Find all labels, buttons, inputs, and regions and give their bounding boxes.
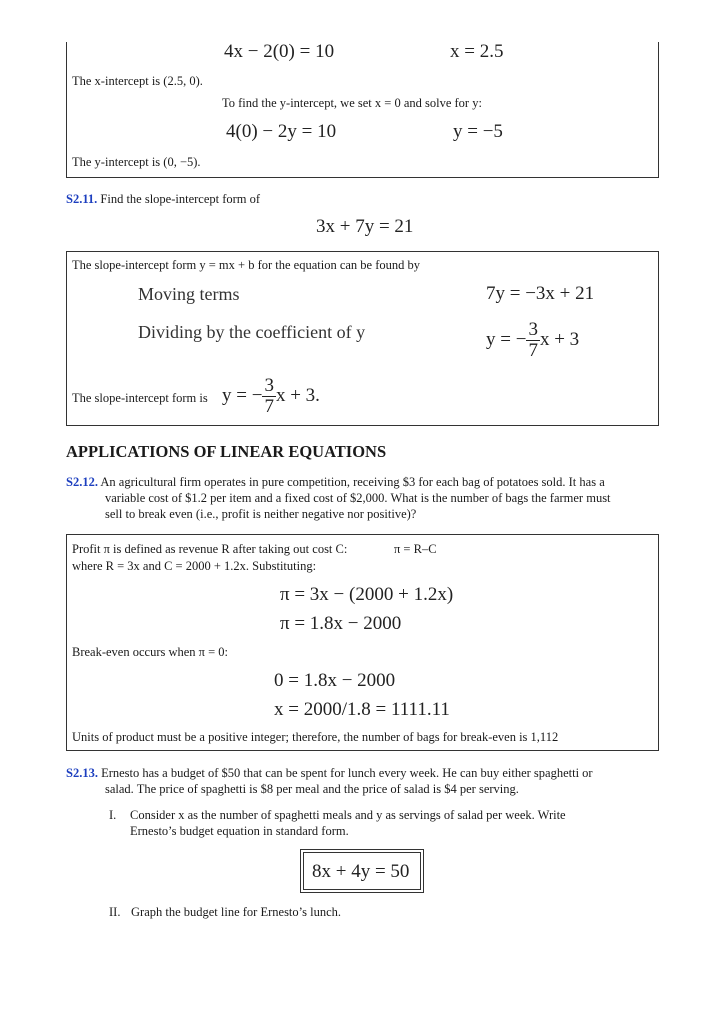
s2-11-step1-label: Moving terms	[138, 284, 240, 304]
s2-11-step2-equation	[486, 320, 579, 361]
s2-13-question-text-1: Ernesto has a budget of $50 that can be spent for lunch every week. He can buy either spaghetti or	[101, 766, 593, 780]
s2-12-eq4: x = 2000/1.8 = 1111.11	[274, 699, 450, 720]
y-intercept-text: The y-intercept is (0, −5).	[72, 155, 201, 169]
s2-11-result-prefix: y = −	[222, 384, 263, 406]
s2-13-part1-line1: Consider x as the number of spaghetti meals and y as servings of salad per week. Write	[130, 808, 566, 822]
s2-11-question-text: Find the slope-intercept form of	[100, 192, 261, 206]
s2-11-result-num: 3	[264, 375, 274, 396]
s2-11-step1-equation: 7y = −3x + 21	[486, 283, 595, 304]
x-intercept-text: The x-intercept is (2.5, 0).	[72, 74, 203, 88]
s2-11-step2-prefix: y = −	[486, 328, 527, 350]
s2-13-label: S2.13.	[66, 766, 98, 780]
s2-11-result-fraction	[262, 376, 276, 417]
y-intercept-instruction: To find the y-intercept, we set x = 0 and solve for y:	[222, 96, 482, 110]
top-eq2-left: 4(0) − 2y = 10	[226, 121, 337, 142]
s2-12-eq3: 0 = 1.8x − 2000	[274, 670, 396, 691]
s2-13-part2-text: Graph the budget line for Ernesto’s lunch.	[131, 905, 342, 919]
s2-12-profit-definition: Profit π is defined as revenue R after taking out cost C:	[72, 542, 348, 556]
s2-12-break-even: Break-even occurs when π = 0:	[72, 645, 229, 659]
s2-11-step2-den: 7	[528, 340, 538, 361]
s2-13-part1-line2: Ernesto’s budget equation in standard form.	[130, 824, 349, 838]
s2-12-question-line3: sell to break even (i.e., profit is neither negative nor positive)?	[105, 507, 417, 521]
s2-12-question-line2: variable cost of $1.2 per item and a fixed cost of $2,000. What is the number of bags the farmer must	[105, 491, 611, 505]
top-eq1-right: x = 2.5	[450, 41, 504, 62]
s2-11-step2-label: Dividing by the coefficient of y	[138, 322, 366, 342]
s2-12-eq1: π = 3x − (2000 + 1.2x)	[280, 584, 454, 605]
s2-11-label: S2.11.	[66, 192, 98, 206]
s2-12-question-text-1: An agricultural firm operates in pure competition, receiving $3 for each bag of potatoes sold. It has a	[100, 475, 605, 489]
s2-12-profit-formula: π = R–C	[394, 542, 437, 556]
s2-12-eq2: π = 1.8x − 2000	[280, 613, 402, 634]
s2-11-result-den: 7	[264, 396, 274, 417]
s2-11-step2-suffix: x + 3	[539, 328, 580, 350]
s2-13-part2-number: II.	[109, 905, 121, 919]
s2-11-intro: The slope-intercept form y = mx + b for the equation can be found by	[72, 258, 421, 272]
s2-11-question	[66, 191, 260, 207]
budget-equation: 8x + 4y = 50	[312, 861, 410, 882]
s2-11-equation: 3x + 7y = 21	[316, 216, 414, 237]
top-eq2-right: y = −5	[453, 121, 503, 142]
section-heading: APPLICATIONS OF LINEAR EQUATIONS	[66, 442, 387, 461]
s2-11-step2-num: 3	[528, 319, 538, 340]
s2-12-label: S2.12.	[66, 475, 98, 489]
s2-12-conclusion: Units of product must be a positive integer; therefore, the number of bags for break-even is 1,112	[72, 730, 559, 744]
s2-13-question-line2: salad. The price of spaghetti is $8 per meal and the price of salad is $4 per serving.	[105, 782, 519, 796]
s2-11-step2-fraction	[526, 320, 540, 361]
s2-11-result-text: The slope-intercept form is	[72, 391, 208, 405]
s2-12-where-line: where R = 3x and C = 2000 + 1.2x. Substituting:	[72, 559, 317, 573]
top-eq1-left: 4x − 2(0) = 10	[224, 41, 335, 62]
s2-13-question-line1	[66, 765, 593, 781]
s2-11-result-suffix: x + 3.	[275, 384, 320, 406]
s2-13-part1-number: I.	[109, 808, 117, 822]
s2-12-question-line1	[66, 474, 605, 490]
s2-11-result-equation	[222, 376, 320, 417]
